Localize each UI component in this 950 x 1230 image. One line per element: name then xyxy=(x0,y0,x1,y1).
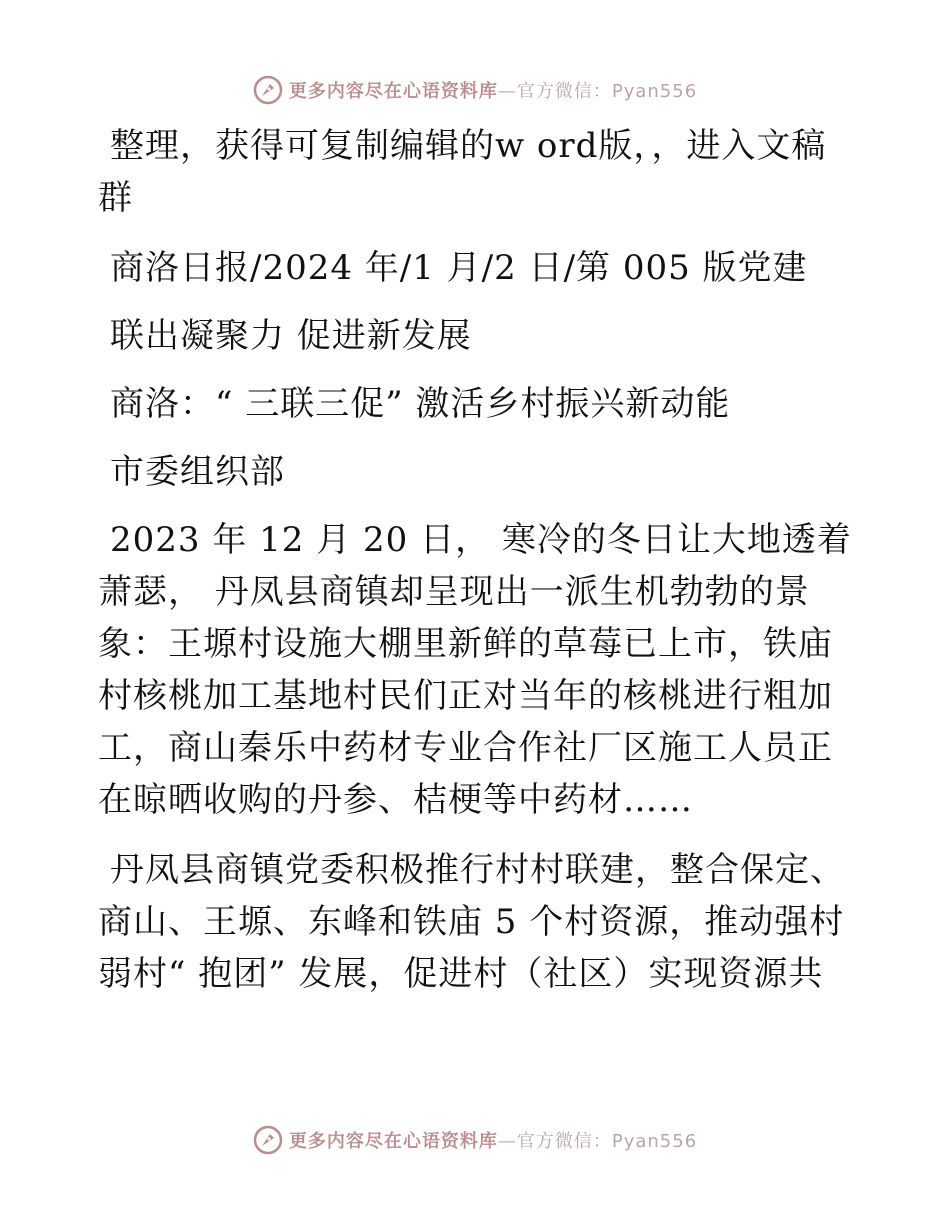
article-title: 商洛：“ 三联三促” 激活乡村振兴新动能 xyxy=(110,384,731,424)
source-line: 商洛日报/2024 年/1 月/2 日/第 005 版党建 xyxy=(110,248,808,288)
pen-nib-icon xyxy=(253,1125,283,1155)
header-watermark xyxy=(0,70,950,110)
body-paragraph: 2023 年 12 月 20 日， 寒冷的冬日让大地透着萧瑟， 丹凤县商镇却呈现出一派生机勃勃的景象：王塬村设施大棚里新鲜的草莓已上市，铁庙村核桃加工基地村民们正对当年的核桃进行粗加工，商山秦乐中药材专业合作社厂区施工人员正在晾晒收购的丹参、桔梗等中药材…… xyxy=(98,520,852,820)
watermark-text: 更多内容尽在心语资料库—官方微信：Pyan556 xyxy=(288,1131,698,1152)
section-title: 联出凝聚力 促进新发展 xyxy=(110,316,472,356)
pen-nib-icon xyxy=(253,75,283,105)
watermark-text: 更多内容尽在心语资料库—官方微信：Pyan556 xyxy=(288,81,698,102)
document-body xyxy=(98,120,858,1018)
author-line: 市委组织部 xyxy=(110,452,285,492)
body-paragraph: 丹凤县商镇党委积极推行村村联建，整合保定、商山、王塬、东峰和铁庙 5 个村资源，推动强村弱村“ 抱团” 发展，促进村（社区）实现资源共 xyxy=(98,850,845,994)
intro-line: 整理，获得可复制编辑的w ord版，，进入文稿群 xyxy=(98,126,827,218)
footer-watermark xyxy=(0,1120,950,1160)
